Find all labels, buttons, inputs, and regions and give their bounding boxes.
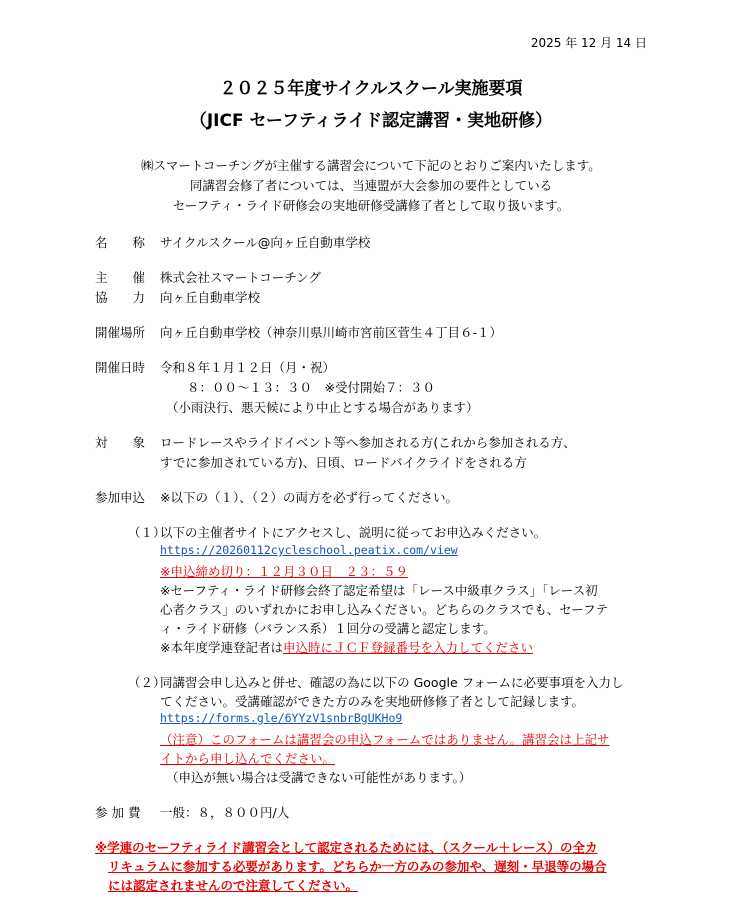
step2-line-1: 同講習会申し込みと併せ、確認の為に以下の Google フォームに必要事項を入力し — [160, 675, 624, 690]
datetime-note: （小雨決行、悪天候により中止とする場合があります） — [166, 400, 479, 415]
step1-note-4 — [160, 638, 533, 656]
target-line-1: ロードレースやライドイベント等へ参加される方(これから参加される方、 — [160, 435, 576, 450]
intro-line-3: セーフティ・ライド研修会の実地研修受講修了者として取り扱います。 — [172, 198, 570, 213]
page-subtitle: （JICF セーフティライド認定講習・実地研修） — [189, 111, 553, 131]
target-line-2: すでに参加されている方)、日頃、ロードバイクライドをされる方 — [160, 455, 527, 470]
name-label: 名 称 — [95, 235, 146, 250]
caution-line-1: （注意）このフォームは講習会の申込フォームではありません。講習会は上記サ — [160, 732, 610, 747]
fee-value: 一般：８，８００円/人 — [160, 805, 290, 820]
step1-note-1: ※セーフティ・ライド研修会終了認定希望は「レース中級車クラス」「レース初 — [160, 583, 598, 598]
intro-line-2: 同講習会修了者については、当連盟が大会参加の要件としている — [189, 178, 553, 193]
cooperation-value: 向ヶ丘自動車学校 — [160, 290, 261, 305]
step2-line-2: てください。受講確認ができた方のみを実地研修修了者として記録します。 — [160, 694, 585, 709]
google-form-link[interactable]: https://forms.gle/6YYzV1snbrBgUKHo9 — [160, 711, 403, 725]
step1-line: 以下の主催者サイトにアクセスし、説明に従ってお申込みください。 — [160, 525, 547, 540]
deadline-note: ※申込締め切り：１２月３０日 ２３：５９ — [160, 564, 408, 579]
datetime-label: 開催日時 — [95, 360, 146, 375]
datetime-date: 令和８年１月１２日（月・祝） — [160, 360, 336, 375]
step1-note-3: ィ・ライド研修（バランス系）１回分の受講と認定します。 — [160, 621, 496, 636]
caution-line-2: イトから申し込んでください。 — [160, 751, 336, 766]
target-label: 対 象 — [95, 435, 146, 450]
intro-line-1: ㈱スマートコーチングが主催する講習会について下記のとおりご案内いたします。 — [141, 158, 601, 173]
apply-label: 参加申込 — [95, 490, 146, 505]
step1-number: （１） — [128, 525, 166, 540]
organizer-value: 株式会社スマートコーチング — [160, 270, 321, 285]
step1-note-2: 心者クラス」のいずれかにお申し込みください。どちらのクラスでも、セーフテ — [160, 602, 609, 617]
cooperation-label: 協 力 — [95, 290, 146, 305]
footer-notice-line-1: ※学連のセーフティライド講習会として認定されるためには、（スクール＋レース）の全カ — [95, 840, 598, 855]
footer-notice-line-2: リキュラムに参加する必要があります。どちらか一方のみの参加や、遅刻・早退等の場合 — [108, 859, 607, 874]
footer-notice-line-3: には認定されませんので注意してください。 — [108, 878, 359, 893]
venue-value: 向ヶ丘自動車学校（神奈川県川崎市宮前区菅生４丁目６-１） — [160, 325, 503, 340]
organizer-label: 主 催 — [95, 270, 146, 285]
name-value: サイクルスクール@向ヶ丘自動車学校 — [160, 235, 371, 250]
peatix-link[interactable]: https://20260112cycleschool.peatix.com/view — [160, 543, 458, 557]
apply-instruction: ※以下の（１）、（２）の両方を必ず行ってください。 — [160, 490, 458, 505]
step1-note-4-prefix: ※本年度学連登記者は — [160, 640, 283, 655]
jcf-number-note: 申込時にＪＣＦ登録番号を入力してください — [282, 640, 533, 655]
datetime-time: ８：００～１３：３０ ※受付開始７：３０ — [187, 380, 435, 395]
step2-number: （２） — [128, 675, 166, 690]
page-title: ２０２５年度サイクルスクール実施要項 — [219, 79, 523, 99]
document-date: 2025 年 12 月 14 日 — [530, 36, 647, 50]
fee-label: 参 加 費 — [95, 805, 141, 820]
venue-label: 開催場所 — [95, 325, 146, 340]
step2-note: （申込が無い場合は受講できない可能性があります。） — [166, 770, 472, 785]
